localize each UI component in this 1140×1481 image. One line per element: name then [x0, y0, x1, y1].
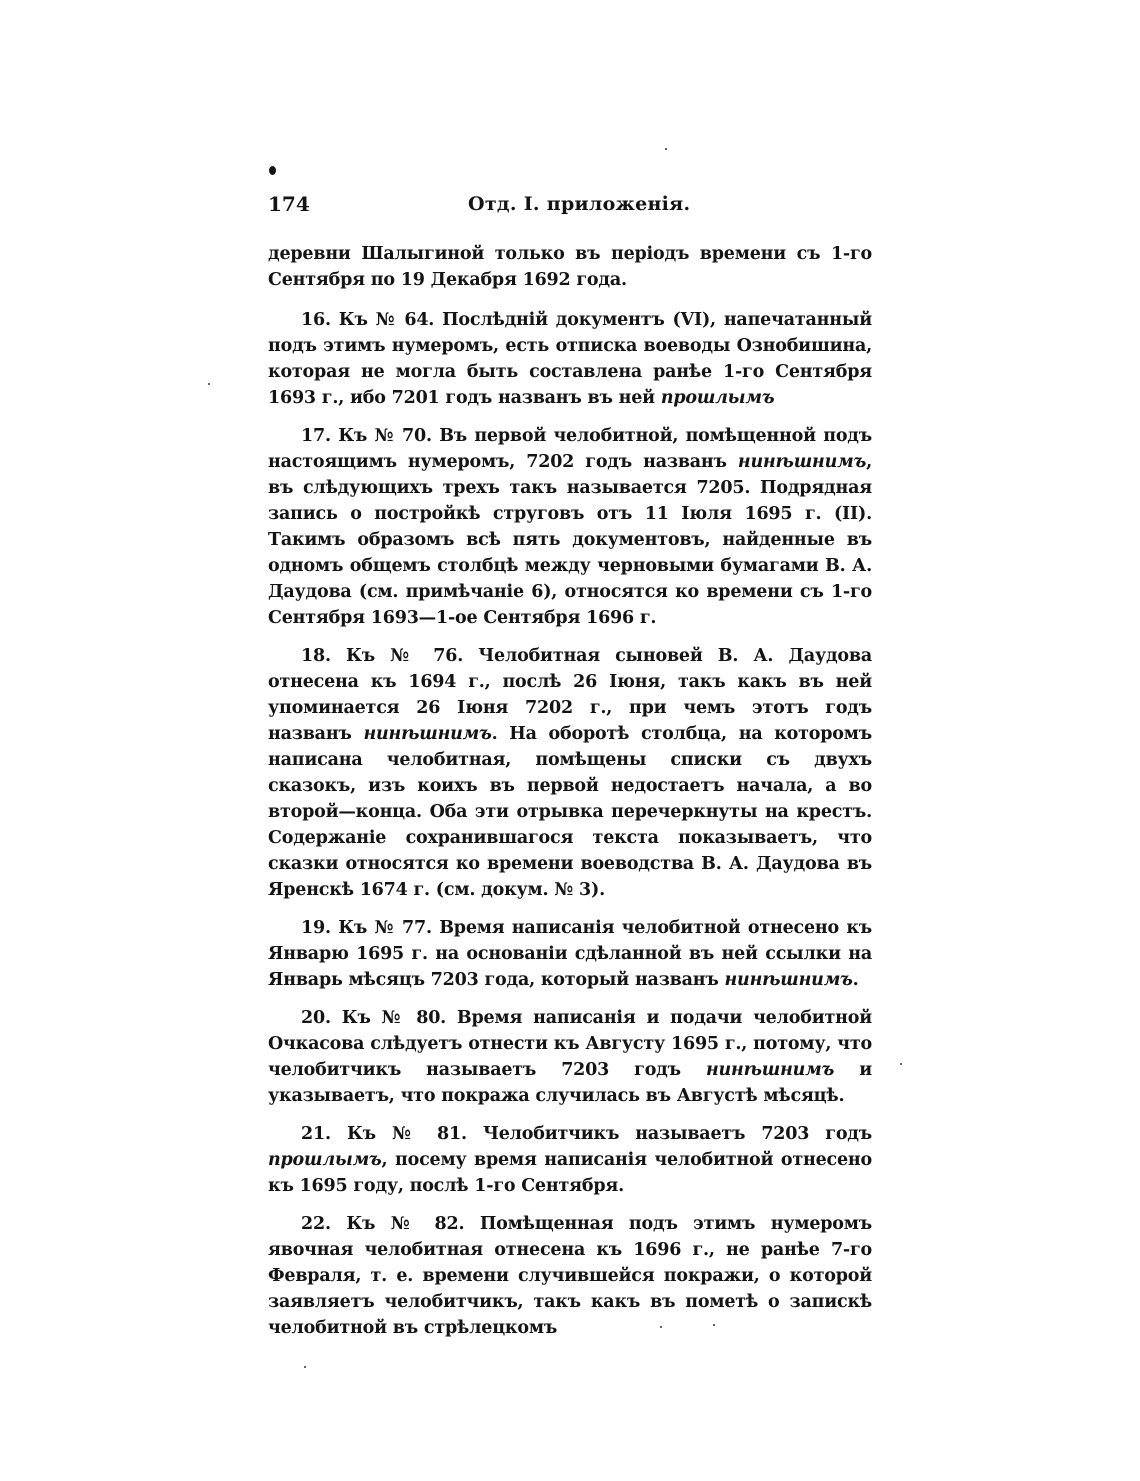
note-number: 19. — [301, 918, 331, 938]
ink-dot — [269, 166, 276, 175]
scan-speck — [900, 1063, 902, 1065]
note-number: 20. — [301, 1008, 331, 1028]
page-number: 174 — [268, 192, 310, 216]
note-text: и указываетъ, что покража случилась въ Августѣ мѣсяцѣ. — [268, 1060, 872, 1106]
page-header — [268, 192, 872, 222]
note-text: , посему время написанія челобитной отнесено къ 1695 году, послѣ 1-го Сентября. — [268, 1150, 872, 1196]
note-text: Къ № 82. Помѣщенная подъ этимъ нумеромъ явочная челобитная отнесена къ 1696 г., не ранѣе 7-го Февраля, т. е. времени случившейся покражи, о которой заявляетъ челобитчикъ, такъ какъ въ пометѣ о запискѣ челобитной въ стрѣлецкомъ — [268, 1214, 872, 1338]
note-emphasis: нинѣшнимъ — [705, 1060, 835, 1080]
note-text: Къ № 80. Время написанія и подачи челобитной Очкасова слѣдуетъ отнести къ Августу 1695 г., потому, что челобитчикъ называетъ 7203 годъ — [268, 1008, 872, 1080]
notes-list — [268, 307, 872, 1341]
note-paragraph — [268, 423, 872, 631]
note-text: . На оборотѣ столбца, на которомъ написана челобитная, помѣщены списки съ двухъ сказокъ, изъ коихъ въ первой недостаетъ начала, а во второй—конца. Оба эти отрывка перечеркнуты на крестъ. Содержаніе сохранившагося текста показываетъ, что сказки относятся ко времени воеводства В. А. Даудова въ Яренскѣ 1674 г. (см. докум. № 3). — [268, 724, 872, 900]
note-paragraph — [268, 643, 872, 903]
note-text: . — [852, 970, 859, 990]
note-text: Къ № 70. Въ первой челобитной, помѣщенной подъ настоящимъ нумеромъ, 7202 годъ названъ — [268, 426, 872, 472]
note-text: Къ № 77. Время написанія челобитной отнесено къ Январю 1695 г. на основаніи сдѣланной въ ней ссылки на Январь мѣсяцъ 7203 года, который названъ — [268, 918, 872, 990]
note-number: 16. — [301, 310, 331, 330]
note-emphasis: нинѣшнимъ — [363, 724, 492, 744]
note-paragraph — [268, 1211, 872, 1341]
body-text — [268, 241, 872, 1353]
note-text: , въ слѣдующихъ трехъ такъ называется 7205. Подрядная запись о постройкѣ струговъ отъ 11 Іюля 1695 г. (II). Такимъ образомъ всѣ пять документовъ, найденные въ одномъ общемъ столбцѣ между черновыми бумагами В. А. Даудова (см. примѣчаніе 6), относятся ко времени съ 1-го Сентября 1693—1-ое Сентября 1696 г. — [268, 452, 872, 628]
note-paragraph — [268, 307, 872, 411]
running-head: Отд. I. приложенія. — [468, 193, 691, 215]
note-text: Къ № 64. Послѣдній документъ (VI), напечатанный подъ этимъ нумеромъ, есть отписка воеводы Ознобишина, которая не могла быть составлена ранѣе 1-го Сентября 1693 г., ибо 7201 годъ названъ въ ней — [268, 310, 872, 408]
note-emphasis: нинѣшнимъ — [724, 970, 853, 990]
note-text: Къ № 81. Челобитчикъ называетъ 7203 годъ — [346, 1124, 872, 1144]
note-number: 22. — [301, 1214, 331, 1234]
note-number: 18. — [301, 646, 331, 666]
scan-speck — [304, 1366, 306, 1368]
note-emphasis: прошлымъ — [268, 1150, 382, 1170]
note-paragraph — [268, 1121, 872, 1199]
note-number: 21. — [301, 1124, 331, 1144]
note-emphasis: прошлымъ — [660, 388, 775, 408]
scan-speck — [208, 383, 210, 385]
note-paragraph — [268, 1005, 872, 1109]
scan-speck — [665, 148, 667, 150]
note-number: 17. — [301, 426, 331, 446]
note-paragraph — [268, 915, 872, 993]
opening-paragraph: деревни Шалыгиной только въ періодъ времени съ 1-го Сентября по 19 Декабря 1692 года. — [268, 244, 872, 290]
note-emphasis: нинѣшнимъ — [737, 452, 867, 472]
note-text: Къ № 76. Челобитная сыновей В. А. Даудова отнесена къ 1694 г., послѣ 26 Іюня, такъ какъ въ ней упоминается 26 Іюня 7202 г., при чемъ этотъ годъ названъ — [268, 646, 872, 744]
